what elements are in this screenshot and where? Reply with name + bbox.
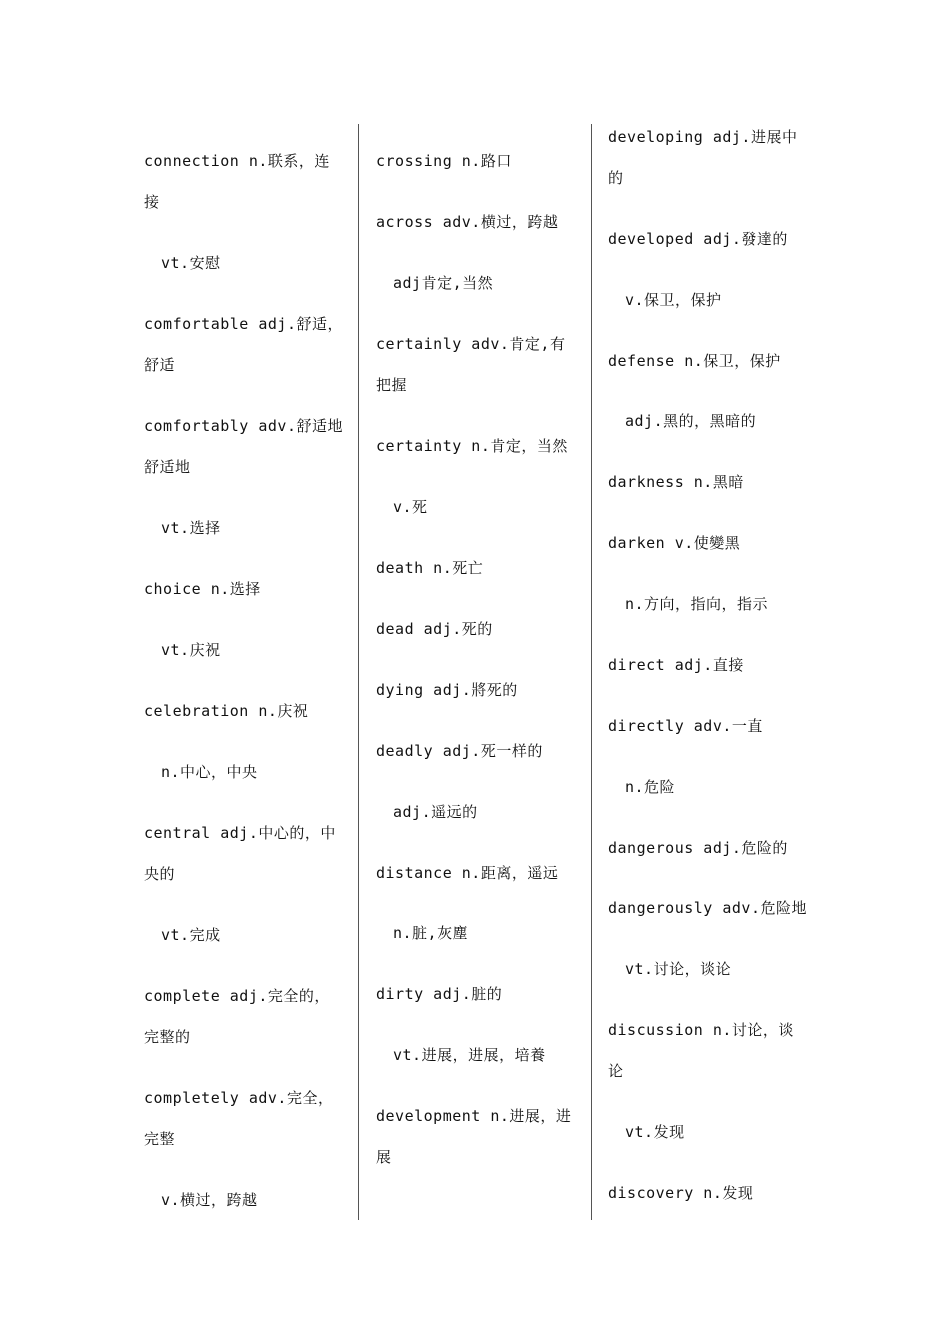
entry-adj-certain: adj肯定,当然	[393, 274, 494, 292]
entry-comfortable: comfortable adj.舒适，舒适	[144, 315, 343, 374]
entry-across: across adv.横过，跨越	[376, 213, 559, 231]
entry-darkness: darkness n.黑暗	[608, 473, 744, 491]
entry-directly: directly adv.一直	[608, 717, 763, 735]
entry-vt-choose: vt.选择	[161, 519, 221, 537]
entry-comfortably: comfortably adv.舒适地舒适地	[144, 417, 343, 476]
entry-vt-develop: vt.进展，进展，培養	[393, 1046, 546, 1064]
entry-n-dirt: n.脏,灰塵	[393, 924, 469, 942]
entry-vt-discover: vt.发现	[625, 1123, 685, 1141]
entry-vt-celebrate: vt.庆祝	[161, 641, 221, 659]
entry-dangerous: dangerous adj.危险的	[608, 839, 788, 857]
entry-n-direction: n.方向，指向，指示	[625, 595, 769, 613]
entry-completely: completely adv.完全，完整	[144, 1089, 334, 1148]
entry-development: development n.进展，进展	[376, 1107, 572, 1166]
entry-deadly: deadly adj.死一样的	[376, 742, 543, 760]
entry-discovery: discovery n.发现	[608, 1184, 754, 1202]
entry-complete: complete adj.完全的，完整的	[144, 987, 330, 1046]
column-3	[593, 124, 823, 1220]
entry-v-die: v.死	[393, 498, 428, 516]
entry-certainty: certainty n.肯定，当然	[376, 437, 568, 455]
entry-death: death n.死亡	[376, 559, 484, 577]
entry-v-defend: v.保卫，保护	[625, 291, 722, 309]
entry-celebration: celebration n.庆祝	[144, 702, 309, 720]
entry-developed: developed adj.發達的	[608, 230, 788, 248]
entry-direct: direct adj.直接	[608, 656, 744, 674]
entry-central: central adj.中心的，中央的	[144, 824, 336, 883]
entry-crossing: crossing n.路口	[376, 152, 512, 170]
entry-darken: darken v.使變黑	[608, 534, 741, 552]
entry-vt-discuss: vt.讨论，谈论	[625, 960, 732, 978]
entry-vt-complete: vt.完成	[161, 926, 221, 944]
entry-dying: dying adj.將死的	[376, 681, 518, 699]
entry-connection: connection n.联系，连接	[144, 152, 330, 211]
entry-defense: defense n.保卫，保护	[608, 352, 781, 370]
entry-n-danger: n.危险	[625, 778, 676, 796]
entry-developing: developing adj.进展中的	[608, 128, 798, 187]
entry-choice: choice n.选择	[144, 580, 261, 598]
entry-discussion: discussion n.讨论，谈论	[608, 1021, 794, 1080]
entry-dangerously: dangerously adv.危险地	[608, 899, 807, 917]
entry-n-centre: n.中心，中央	[161, 763, 258, 781]
entry-dirty: dirty adj.脏的	[376, 985, 503, 1003]
entry-certainly: certainly adv.肯定,有把握	[376, 335, 566, 394]
column-2	[360, 124, 592, 1220]
column-1	[144, 124, 359, 1220]
entry-adj-dark: adj.黑的，黑暗的	[625, 412, 757, 430]
entry-vt-comfort: vt.安慰	[161, 254, 221, 272]
entry-dead: dead adj.死的	[376, 620, 493, 638]
entry-adj-distant: adj.遥远的	[393, 803, 478, 821]
entry-distance: distance n.距离，遥远	[376, 864, 559, 882]
entry-v-cross: v.横过，跨越	[161, 1191, 258, 1209]
